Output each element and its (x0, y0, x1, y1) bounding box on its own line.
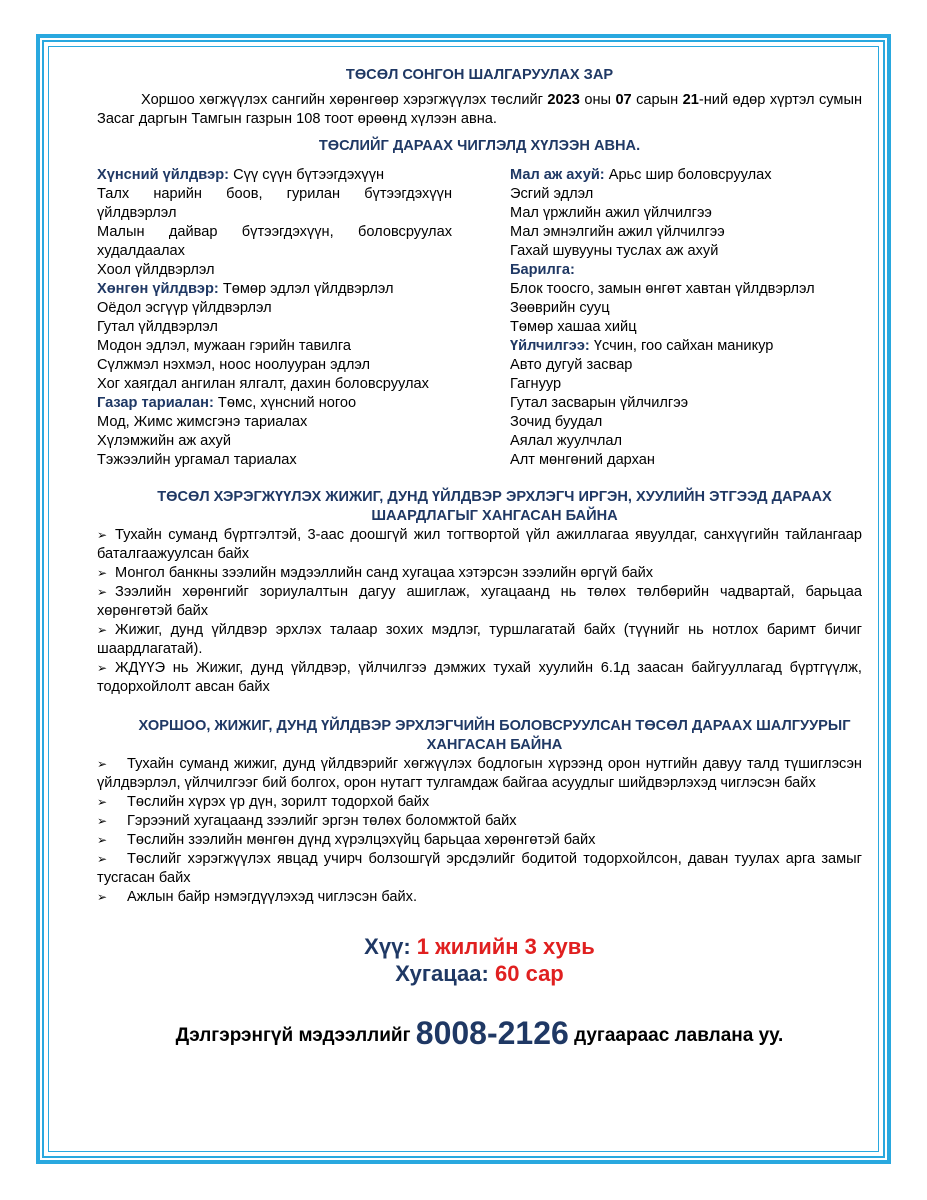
arrow-bullet-icon: ➢ (97, 795, 108, 809)
list-item: Эсгий эдлэл (510, 186, 594, 202)
arrow-bullet-icon: ➢ (97, 757, 108, 771)
loan-terms (97, 933, 862, 987)
list-item: Төмөр хашаа хийц (510, 319, 637, 335)
directions-right-column (510, 166, 862, 470)
category-label: Хүнсний үйлдвэр: (97, 167, 230, 183)
arrow-bullet-icon: ➢ (97, 814, 108, 828)
category-label: Барилга: (510, 262, 575, 278)
intro-year: 2023 (547, 92, 580, 108)
list-item: Төмс, хүнсний ногоо (213, 395, 357, 411)
duration-label: Хугацаа: (395, 961, 489, 986)
arrow-bullet-icon: ➢ (97, 585, 108, 599)
food-industry-line (97, 166, 452, 185)
criteria-title: ХОРШОО, ЖИЖИГ, ДУНД ҮЙЛДВЭР ЭРХЛЭГЧИЙН БОЛОВСРУУЛСАН ТӨСӨЛ ДАРААХ ШАЛГУУРЫГ ХАНГАСАН БАЙНА (138, 718, 851, 753)
list-item: Мал үржлийн ажил үйлчилгээ (510, 205, 712, 221)
criteria-item (97, 831, 862, 850)
list-item: Мод, Жимс жимсгэнэ тариалах (97, 414, 308, 430)
intro-text-4: -ний өдөр хүртэл сумын Засаг даргын Тамгын газрын 108 тоот өрөөнд хүлээн авна. (97, 92, 863, 127)
requirement-text: Жижиг, дунд үйлдвэр эрхлэх талаар зохих мэдлэг, туршлагатай байх (түүнийг нь нотлох баримт бичиг шаардлагатай). (97, 622, 862, 657)
category-label: Үйлчилгээ: (510, 338, 590, 354)
list-item: Гутал засварын үйлчилгээ (510, 395, 689, 411)
intro-text-3: сарын (631, 92, 683, 108)
list-item: Гутал үйлдвэрлэл (97, 319, 218, 335)
list-item: Сүлжмэл нэхмэл, ноос ноолууран эдлэл (97, 357, 370, 373)
intro-paragraph (97, 91, 862, 129)
list-item: Арьс шир боловсруулах (604, 167, 772, 183)
contact-line (97, 1015, 862, 1051)
duration-value: 60 сар (494, 961, 564, 986)
list-item: Хог хаягдал ангилан ялгалт, дахин боловсруулах (97, 376, 429, 392)
arrow-bullet-icon: ➢ (97, 852, 108, 866)
list-item: Төмөр эдлэл үйлдвэрлэл (218, 281, 394, 297)
requirement-item (97, 621, 862, 659)
interest-value: 1 жилийн 3 хувь (416, 934, 595, 959)
list-item: Алт мөнгөний дархан (510, 452, 655, 468)
criteria-item (97, 793, 862, 812)
interest-rate (97, 933, 862, 960)
requirement-item (97, 659, 862, 697)
criteria-text: Төслийн хүрэх үр дүн, зорилт тодорхой байх (127, 794, 430, 810)
agriculture-line (97, 394, 452, 413)
criteria-text: Гэрээний хугацаанд зээлийг эргэн төлөх боломжтой байх (127, 813, 517, 829)
page-title: ТӨСӨЛ СОНГОН ШАЛГАРУУЛАХ ЗАР (345, 67, 614, 83)
category-label: Мал аж ахуй: (510, 167, 605, 183)
requirement-item (97, 583, 862, 621)
intro-month: 07 (615, 92, 632, 108)
directions-left-column (97, 166, 452, 470)
list-item: Аялал жуулчлал (510, 433, 622, 449)
intro-day: 21 (682, 92, 699, 108)
criteria-text: Төслийг хэрэгжүүлэх явцад учирч болзошгүй эрсдэлийг бодитой тодорхойлсон, даван туулах арга замыг тусгасан байх (97, 851, 862, 886)
arrow-bullet-icon: ➢ (97, 623, 108, 637)
intro-text-2: оны (579, 92, 616, 108)
interest-label: Хүү: (364, 934, 411, 959)
category-label: Хөнгөн үйлдвэр: (97, 281, 219, 297)
criteria-item (97, 888, 862, 907)
contact-phone-number: 8008-2126 (415, 1015, 569, 1051)
livestock-line (510, 166, 862, 185)
list-item: Тэжээлийн ургамал тариалах (97, 452, 297, 468)
intro-text-1: Хоршоо хөгжүүлэх сангийн хөрөнгөөр хэрэгжүүлэх төслийг (141, 92, 548, 108)
list-item: Гагнуур (510, 376, 562, 392)
criteria-text: Тухайн суманд жижиг, дунд үйлдвэрийг хөгжүүлэх бодлогын хүрээнд орон нутгийн давуу талд түшиглэсэн үйлдвэрлэл, үйлчилгээг бий болгох, орон нутагт тулгамдаж байгаа асуудлыг шийдвэрлэхэд чиглэсэн байх (97, 756, 862, 791)
criteria-text: Төслийн зээлийн мөнгөн дүнд хүрэлцэхүйц барьцаа хөрөнгөтэй байх (127, 832, 596, 848)
criteria-text: Ажлын байр нэмэгдүүлэхэд чиглэсэн байх. (127, 889, 418, 905)
requirement-item (97, 526, 862, 564)
requirement-text: Зээлийн хөрөнгийг зориулалтын дагуу ашиглаж, хугацаанд нь төлөх төлбөрийн чадвартай, барьцаа хөрөнгөтэй байх (97, 584, 862, 619)
list-item: Оёдол эсгүүр үйлдвэрлэл (97, 300, 272, 316)
list-item: Хоол үйлдвэрлэл (97, 262, 215, 278)
requirement-item (97, 564, 862, 583)
arrow-bullet-icon: ➢ (97, 528, 108, 542)
list-item: Үсчин, гоо сайхан маникур (589, 338, 774, 354)
list-item: Сүү сүүн бүтээгдэхүүн (229, 167, 385, 183)
requirement-text: ЖДҮҮЭ нь Жижиг, дунд үйлдвэр, үйлчилгээ дэмжих тухай хуулийн 6.1д заасан байгууллагад бүртгүүлж, тодорхойлолт авсан байх (97, 660, 862, 695)
list-item: Модон эдлэл, мужаан гэрийн тавилга (97, 338, 352, 354)
list-item: Мал эмнэлгийн ажил үйлчилгээ (510, 224, 725, 240)
requirement-text: Тухайн суманд бүртгэлтэй, 3-аас доошгүй жил тогтвортой үйл ажиллагаа явуулдаг, санхүүгийн тайлангаар баталгаажуулсан байх (97, 527, 862, 562)
contact-text-before: Дэлгэрэнгүй мэдээллийг (175, 1025, 416, 1046)
category-label: Газар тариалан: (97, 395, 214, 411)
list-item: Зочид буудал (510, 414, 603, 430)
list-item: Хүлэмжийн аж ахуй (97, 433, 232, 449)
arrow-bullet-icon: ➢ (97, 833, 108, 847)
list-item: Гахай шувууны туслах аж ахуй (510, 243, 719, 259)
announcement-content (97, 66, 862, 1064)
arrow-bullet-icon: ➢ (97, 890, 108, 904)
list-item: Блок тоосго, замын өнгөт хавтан үйлдвэрлэл (510, 281, 815, 297)
contact-text-after: дугаараас лавлана уу. (568, 1025, 784, 1046)
criteria-item (97, 755, 862, 793)
light-industry-line (97, 280, 452, 299)
list-item: Талх нарийн боов, гурилан бүтээгдэхүүн үйлдвэрлэл (97, 186, 452, 221)
criteria-item (97, 850, 862, 888)
directions-columns (97, 166, 862, 470)
directions-title: ТӨСЛИЙГ ДАРААХ ЧИГЛЭЛД ХҮЛЭЭН АВНА. (318, 138, 641, 154)
loan-duration (97, 960, 862, 987)
services-line (510, 337, 862, 356)
criteria-section (97, 717, 862, 907)
list-item: Авто дугуй засвар (510, 357, 633, 373)
requirements-title: ТӨСӨЛ ХЭРЭГЖҮҮЛЭХ ЖИЖИГ, ДУНД ҮЙЛДВЭР ЭРХЛЭГЧ ИРГЭН, ХУУЛИЙН ЭТГЭЭД ДАРААХ ШААРДЛАГЫГ ХАНГАСАН БАЙНА (157, 489, 832, 524)
requirements-section (97, 488, 862, 697)
criteria-item (97, 812, 862, 831)
requirement-text: Монгол банкны зээлийн мэдээллийн санд хугацаа хэтэрсэн зээлийн өргүй байх (115, 565, 654, 581)
list-item: Малын дайвар бүтээгдэхүүн, боловсруулах худалдаалах (97, 224, 452, 259)
arrow-bullet-icon: ➢ (97, 566, 108, 580)
arrow-bullet-icon: ➢ (97, 661, 108, 675)
list-item: Зөөврийн сууц (510, 300, 610, 316)
